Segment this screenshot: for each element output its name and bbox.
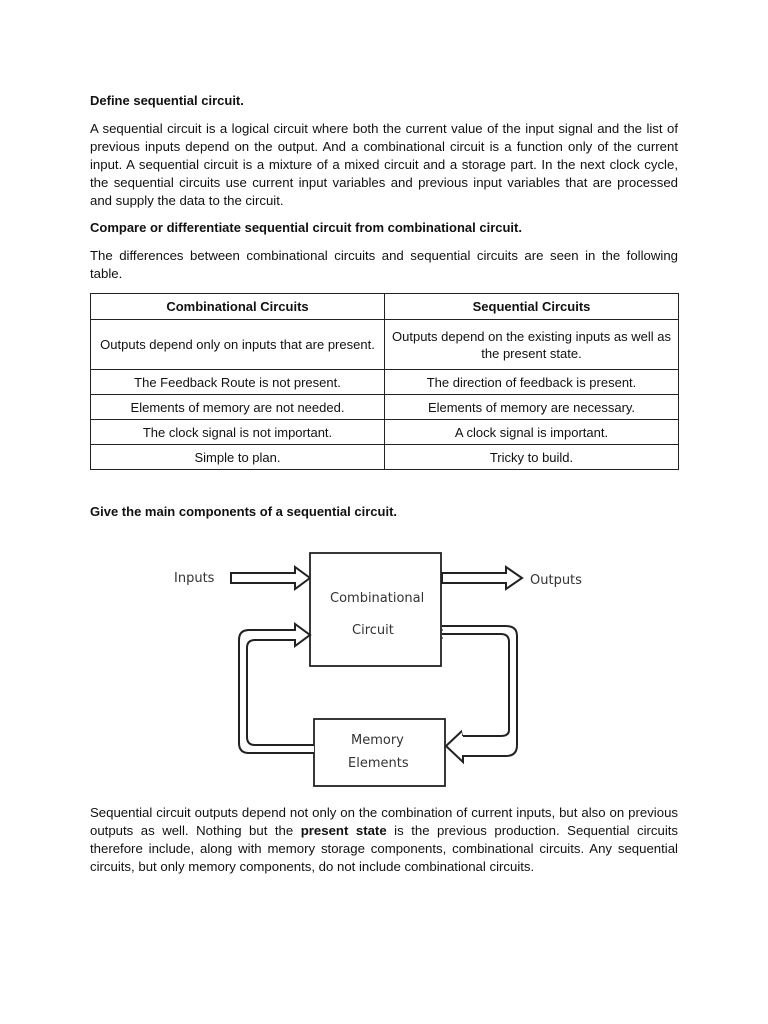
memory-label-line2: Elements	[348, 756, 409, 771]
table-row	[91, 320, 679, 370]
sequential-circuit-diagram	[165, 540, 595, 800]
table-cell: Elements of memory are not needed.	[91, 395, 385, 420]
table-cell: Elements of memory are necessary.	[385, 395, 679, 420]
paragraph-outputs-explanation	[90, 804, 678, 876]
table-cell: The Feedback Route is not present.	[91, 370, 385, 395]
table-cell: Simple to plan.	[91, 445, 385, 470]
diagram-svg	[165, 540, 595, 795]
table-cell: Tricky to build.	[385, 445, 679, 470]
heading-main-components: Give the main components of a sequential circuit.	[90, 504, 398, 519]
present-state-term: present state	[300, 823, 387, 838]
inputs-label: Inputs	[174, 571, 215, 586]
combinational-label-line2: Circuit	[352, 623, 394, 638]
comparison-table	[90, 293, 679, 470]
outputs-label: Outputs	[530, 573, 582, 588]
table-row	[91, 395, 679, 420]
feedback-arrow-to-combinational	[239, 624, 314, 753]
memory-label-line1: Memory	[351, 733, 404, 748]
table-cell: The clock signal is not important.	[91, 420, 385, 445]
table-cell: Outputs depend only on inputs that are present.	[91, 320, 385, 370]
column-header-sequential: Sequential Circuits	[385, 294, 679, 320]
memory-elements-box	[314, 719, 445, 786]
table-row	[91, 445, 679, 470]
table-cell: The direction of feedback is present.	[385, 370, 679, 395]
output-arrow	[442, 567, 522, 589]
combinational-circuit-box	[310, 553, 441, 666]
paragraph-text-part2: is the previous production. Sequential circuits therefore include, along with memory storage components, combinational circuits. Any sequential circuits, but only memory components, do not include combinational circuits.	[90, 823, 679, 874]
paragraph-text-part1: Sequential circuit outputs depend not only on the combination of current inputs, but also on previous outputs as well. Nothing but the	[90, 805, 678, 838]
table-cell: A clock signal is important.	[385, 420, 679, 445]
memory-input-arrow-inner	[442, 634, 509, 736]
table-cell: Outputs depend on the existing inputs as well as the present state.	[385, 320, 679, 370]
table-row	[91, 420, 679, 445]
heading-define-sequential-circuit: Define sequential circuit.	[90, 93, 244, 108]
column-header-combinational: Combinational Circuits	[91, 294, 385, 320]
paragraph-table-intro: The differences between combinational circuits and sequential circuits are seen in the following table.	[90, 248, 678, 281]
combinational-label-line1: Combinational	[330, 591, 425, 606]
table-row	[91, 370, 679, 395]
input-arrow	[231, 567, 310, 589]
heading-compare-circuits: Compare or differentiate sequential circuit from combinational circuit.	[90, 220, 522, 235]
paragraph-definition: A sequential circuit is a logical circuit where both the current value of the input signal and the list of previous inputs depend on the output. And a combinational circuit is a function only of the current input. A sequential circuit is a mixture of a mixed circuit and a storage part. In the next clock cycle, the sequential circuits use current input variables and previous input variables that are processed and supply the data to the circuit.	[90, 121, 678, 208]
table-header-row	[91, 294, 679, 320]
